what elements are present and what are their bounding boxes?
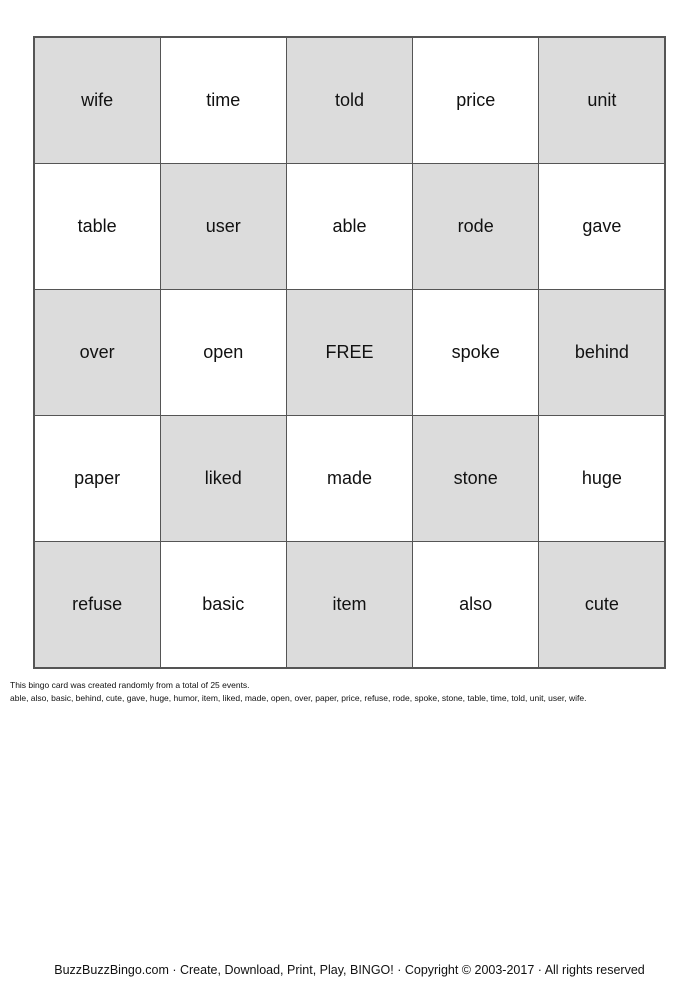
- bingo-cell: time: [160, 37, 287, 164]
- bingo-cell: made: [286, 415, 413, 542]
- bingo-cell: basic: [160, 541, 287, 668]
- word-list-note: able, also, basic, behind, cute, gave, huge, humor, item, liked, made, open, over, paper, price, refuse, rode, spoke, stone, table, time, told, unit, user, wife.: [10, 693, 587, 703]
- bingo-cell: paper: [34, 415, 161, 542]
- bingo-cell: told: [286, 37, 413, 164]
- bingo-cell: user: [160, 163, 287, 290]
- page-footer: BuzzBuzzBingo.com · Create, Download, Print, Play, BINGO! · Copyright © 2003-2017 · All rights reserved: [54, 963, 645, 977]
- bingo-cell: behind: [538, 289, 665, 416]
- bingo-cell: item: [286, 541, 413, 668]
- bingo-cell: refuse: [34, 541, 161, 668]
- bingo-cell-free: FREE: [286, 289, 413, 416]
- bingo-cell: able: [286, 163, 413, 290]
- bingo-cell: over: [34, 289, 161, 416]
- bingo-cell: gave: [538, 163, 665, 290]
- bingo-card-grid: [33, 36, 666, 669]
- card-summary-note: This bingo card was created randomly from a total of 25 events.: [10, 680, 250, 690]
- bingo-cell: stone: [412, 415, 539, 542]
- bingo-cell: also: [412, 541, 539, 668]
- bingo-cell: spoke: [412, 289, 539, 416]
- bingo-cell: liked: [160, 415, 287, 542]
- bingo-cell: price: [412, 37, 539, 164]
- bingo-cell: table: [34, 163, 161, 290]
- bingo-cell: rode: [412, 163, 539, 290]
- bingo-cell: unit: [538, 37, 665, 164]
- bingo-cell: open: [160, 289, 287, 416]
- bingo-cell: wife: [34, 37, 161, 164]
- bingo-cell: huge: [538, 415, 665, 542]
- bingo-cell: cute: [538, 541, 665, 668]
